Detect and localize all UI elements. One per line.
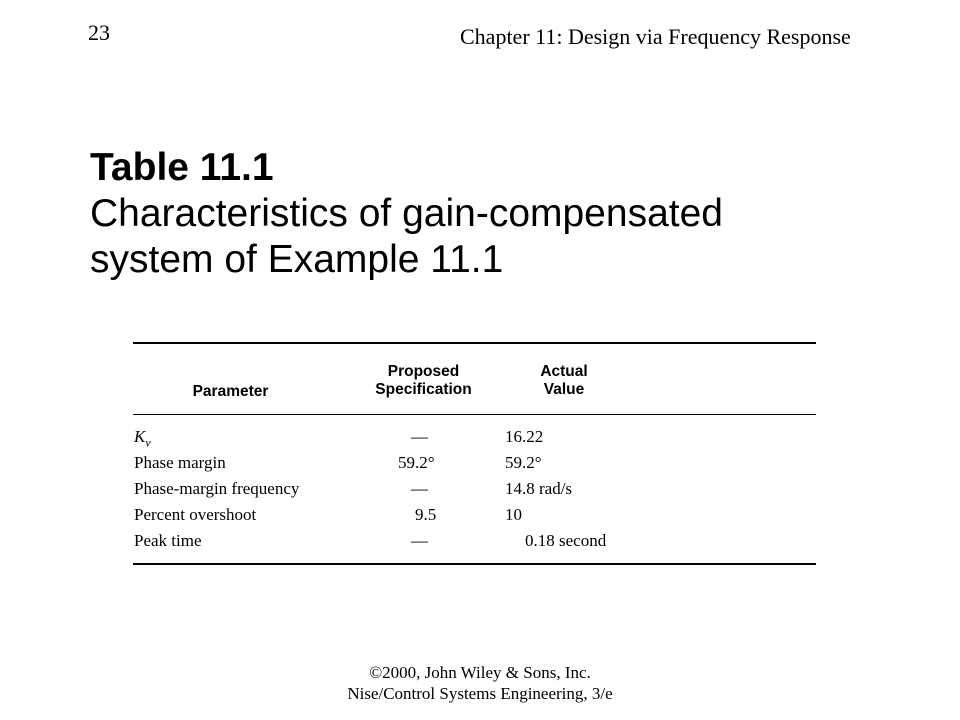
cell-parameter-subscript: v [145,435,151,450]
column-header-parameter: Parameter [192,383,269,400]
column-header-actual-line-1: Actual [540,363,588,380]
cell-parameter: Peak time [134,531,202,550]
cell-parameter: Percent overshoot [134,505,257,524]
table-caption-line-2: system of Example 11.1 [90,238,504,281]
column-header-proposed-line-1: Proposed [387,363,460,380]
characteristics-table [133,342,816,565]
table-row [133,453,816,479]
footer [0,662,960,704]
cell-actual: 0.18 second [525,531,607,550]
footer-copyright: ©2000, John Wiley & Sons, Inc. [369,663,591,682]
cell-parameter-symbol: K [134,427,146,446]
table-row [133,427,816,453]
cell-parameter [134,427,151,450]
cell-actual: 10 [505,505,522,524]
chapter-header: Chapter 11: Design via Frequency Response [460,24,851,49]
cell-actual: 16.22 [505,427,544,446]
table-body [133,415,816,555]
table-header [133,344,816,414]
column-header-actual-value [519,363,609,399]
table-number: Table 11.1 [90,146,274,189]
footer-book-title: Nise/Control Systems Engineering, 3/e [347,684,613,703]
table-caption-line-1: Characteristics of gain-compensated [90,192,723,235]
cell-actual: 59.2° [505,453,542,472]
cell-parameter: Phase margin [134,453,226,472]
cell-actual: 14.8 rad/s [505,479,573,498]
cell-proposed: 59.2° [398,453,435,472]
cell-proposed: — [411,479,428,498]
cell-proposed: — [411,531,428,550]
slide-title [90,145,890,283]
cell-parameter: Phase-margin frequency [134,479,300,498]
table-row [133,505,816,531]
column-header-proposed-specification [361,363,486,399]
table-row [133,531,816,557]
cell-proposed: 9.5 [415,505,437,524]
table-row [133,479,816,505]
table-bottom-rule [133,563,816,565]
column-header-proposed-line-2: Specification [375,381,472,398]
column-header-actual-line-2: Value [543,381,585,398]
page-number: 23 [88,20,110,45]
cell-proposed: — [411,427,428,446]
